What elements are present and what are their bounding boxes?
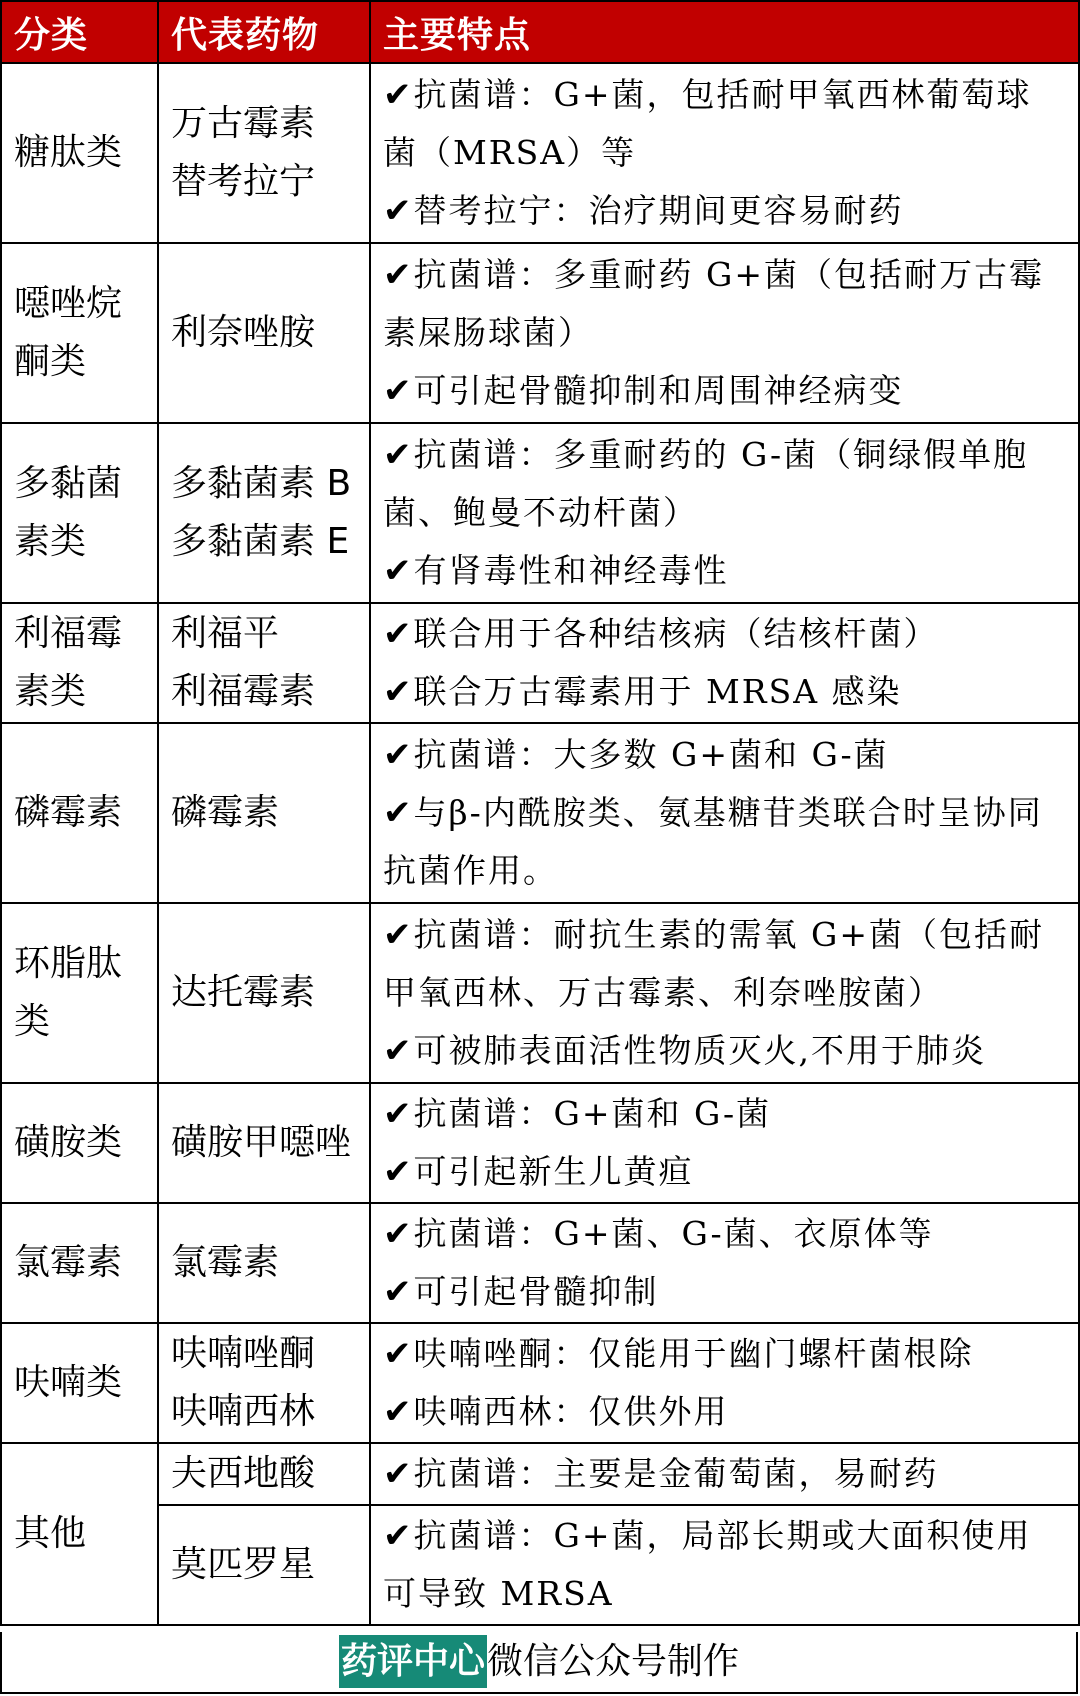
features-cell: [370, 1323, 1079, 1443]
features-cell: [370, 903, 1079, 1083]
drug-name: 利福平: [171, 613, 280, 654]
feature-text: 抗菌谱：多重耐药的 G-菌（铜绿假单胞菌、鲍曼不动杆菌）: [383, 435, 1029, 532]
drug-cell: [158, 243, 370, 423]
feature-item: [383, 362, 1066, 420]
drug-cell: [158, 903, 370, 1083]
feature-text: 呋喃西林：仅供外用: [413, 1392, 729, 1431]
feature-item: [383, 1022, 1066, 1080]
drug-name: 利奈唑胺: [171, 312, 316, 353]
category-cell: 磺胺类: [1, 1083, 158, 1203]
drug-cell: [158, 1083, 370, 1203]
drug-name: 替考拉宁: [171, 161, 316, 202]
drug-cell: [158, 1505, 370, 1625]
check-icon: ✔: [383, 614, 414, 654]
table-row: [1, 1323, 1079, 1443]
features-cell: [370, 1203, 1079, 1323]
drug-cell: [158, 423, 370, 603]
feature-item: [383, 1445, 1066, 1503]
check-icon: ✔: [383, 1272, 414, 1312]
drug-cell: [158, 1203, 370, 1323]
header-category: 分类: [1, 1, 158, 63]
feature-item: [383, 1085, 1066, 1143]
check-icon: ✔: [383, 1094, 414, 1134]
check-icon: ✔: [383, 672, 414, 712]
feature-text: 有肾毒性和神经毒性: [413, 551, 729, 590]
table-row: [1, 1083, 1079, 1203]
feature-text: 抗菌谱：多重耐药 G+菌（包括耐万古霉素屎肠球菌）: [383, 255, 1045, 352]
feature-item: [383, 1383, 1066, 1441]
feature-item: [383, 66, 1066, 182]
feature-item: [383, 605, 1066, 663]
drug-cell: [158, 723, 370, 903]
features-cell: [370, 1443, 1079, 1505]
category-cell: 环脂肽类: [1, 903, 158, 1083]
drug-cell: [158, 63, 370, 243]
feature-text: 联合万古霉素用于 MRSA 感染: [413, 672, 902, 711]
drug-name: 磺胺甲噁唑: [171, 1122, 352, 1163]
category-cell: 氯霉素: [1, 1203, 158, 1323]
feature-item: [383, 906, 1066, 1022]
header-drugs: 代表药物: [158, 1, 370, 63]
feature-text: 抗菌谱：主要是金葡萄菌，易耐药: [413, 1454, 939, 1493]
feature-text: 与β-内酰胺类、氨基糖苷类联合时呈协同抗菌作用。: [383, 793, 1043, 890]
feature-text: 抗菌谱：G+菌和 G-菌: [413, 1094, 772, 1133]
feature-text: 呋喃唑酮：仅能用于幽门螺杆菌根除: [413, 1334, 974, 1373]
features-cell: [370, 603, 1079, 723]
drug-name: 莫匹罗星: [171, 1544, 316, 1585]
table-row: [1, 63, 1079, 243]
drug-name: 夫西地酸: [171, 1453, 316, 1494]
feature-item: [383, 542, 1066, 600]
check-icon: ✔: [383, 1214, 414, 1254]
feature-item: [383, 426, 1066, 542]
brand-label: 药评中心: [339, 1635, 487, 1688]
header-features: 主要特点: [370, 1, 1079, 63]
feature-item: [383, 1143, 1066, 1201]
drug-cell: [158, 1323, 370, 1443]
table-row: [1, 603, 1079, 723]
drug-name: 磷霉素: [171, 792, 280, 833]
category-cell: 利福霉素类: [1, 603, 158, 723]
feature-item: [383, 1205, 1066, 1263]
check-icon: ✔: [383, 793, 414, 833]
category-cell: 呋喃类: [1, 1323, 158, 1443]
check-icon: ✔: [383, 1334, 414, 1374]
category-cell: 多黏菌素类: [1, 423, 158, 603]
table-header-row: [1, 1, 1079, 63]
check-icon: ✔: [383, 191, 414, 231]
feature-text: 抗菌谱：G+菌，包括耐甲氧西林葡萄球菌（MRSA）等: [383, 75, 1032, 172]
drug-name: 多黏菌素 E: [171, 521, 350, 562]
table-row: [1, 723, 1079, 903]
check-icon: ✔: [383, 435, 414, 475]
feature-text: 替考拉宁：治疗期间更容易耐药: [413, 191, 904, 230]
feature-text: 可被肺表面活性物质灭火,不用于肺炎: [413, 1031, 986, 1070]
check-icon: ✔: [383, 255, 414, 295]
table-row: [1, 423, 1079, 603]
feature-text: 抗菌谱：G+菌、G-菌、衣原体等: [413, 1214, 934, 1253]
drug-name: 多黏菌素 B: [171, 463, 352, 504]
drug-name: 氯霉素: [171, 1242, 280, 1283]
feature-text: 可引起骨髓抑制和周围神经病变: [413, 371, 904, 410]
features-cell: [370, 423, 1079, 603]
feature-text: 联合用于各种结核病（结核杆菌）: [413, 614, 939, 653]
category-cell: 噁唑烷酮类: [1, 243, 158, 423]
table-row: [1, 243, 1079, 423]
check-icon: ✔: [383, 915, 414, 955]
table-row: [1, 1203, 1079, 1323]
feature-item: [383, 1263, 1066, 1321]
feature-text: 抗菌谱：大多数 G+菌和 G-菌: [413, 735, 889, 774]
feature-text: 可引起骨髓抑制: [413, 1272, 659, 1311]
feature-item: [383, 1507, 1066, 1623]
drug-name: 利福霉素: [171, 671, 316, 712]
footer-credit: [0, 1632, 1078, 1694]
features-cell: [370, 1083, 1079, 1203]
check-icon: ✔: [383, 1454, 414, 1494]
check-icon: ✔: [383, 1516, 414, 1556]
category-cell-other: 其他: [1, 1443, 158, 1625]
feature-item: [383, 1325, 1066, 1383]
feature-item: [383, 726, 1066, 784]
feature-text: 抗菌谱：耐抗生素的需氧 G+菌（包括耐甲氧西林、万古霉素、利奈唑胺菌）: [383, 915, 1045, 1012]
drug-name: 万古霉素: [171, 103, 316, 144]
category-cell: 磷霉素: [1, 723, 158, 903]
features-cell: [370, 63, 1079, 243]
feature-item: [383, 663, 1066, 721]
check-icon: ✔: [383, 1152, 414, 1192]
drug-name: 呋喃唑酮: [171, 1333, 316, 1374]
drug-name: 呋喃西林: [171, 1391, 316, 1432]
check-icon: ✔: [383, 371, 414, 411]
feature-text: 可引起新生儿黄疸: [413, 1152, 694, 1191]
check-icon: ✔: [383, 551, 414, 591]
table-row: [1, 1443, 1079, 1505]
check-icon: ✔: [383, 75, 414, 115]
check-icon: ✔: [383, 1392, 414, 1432]
features-cell: [370, 243, 1079, 423]
feature-item: [383, 784, 1066, 900]
check-icon: ✔: [383, 1031, 414, 1071]
feature-item: [383, 182, 1066, 240]
drug-name: 达托霉素: [171, 972, 316, 1013]
drug-cell: [158, 1443, 370, 1505]
features-cell: [370, 723, 1079, 903]
feature-item: [383, 246, 1066, 362]
category-cell: 糖肽类: [1, 63, 158, 243]
features-cell: [370, 1505, 1079, 1625]
drug-cell: [158, 603, 370, 723]
table-row: [1, 1505, 1079, 1625]
check-icon: ✔: [383, 735, 414, 775]
footer-text: 微信公众号制作: [487, 1641, 740, 1682]
table-row: [1, 903, 1079, 1083]
feature-text: 抗菌谱：G+菌，局部长期或大面积使用可导致 MRSA: [383, 1516, 1032, 1613]
